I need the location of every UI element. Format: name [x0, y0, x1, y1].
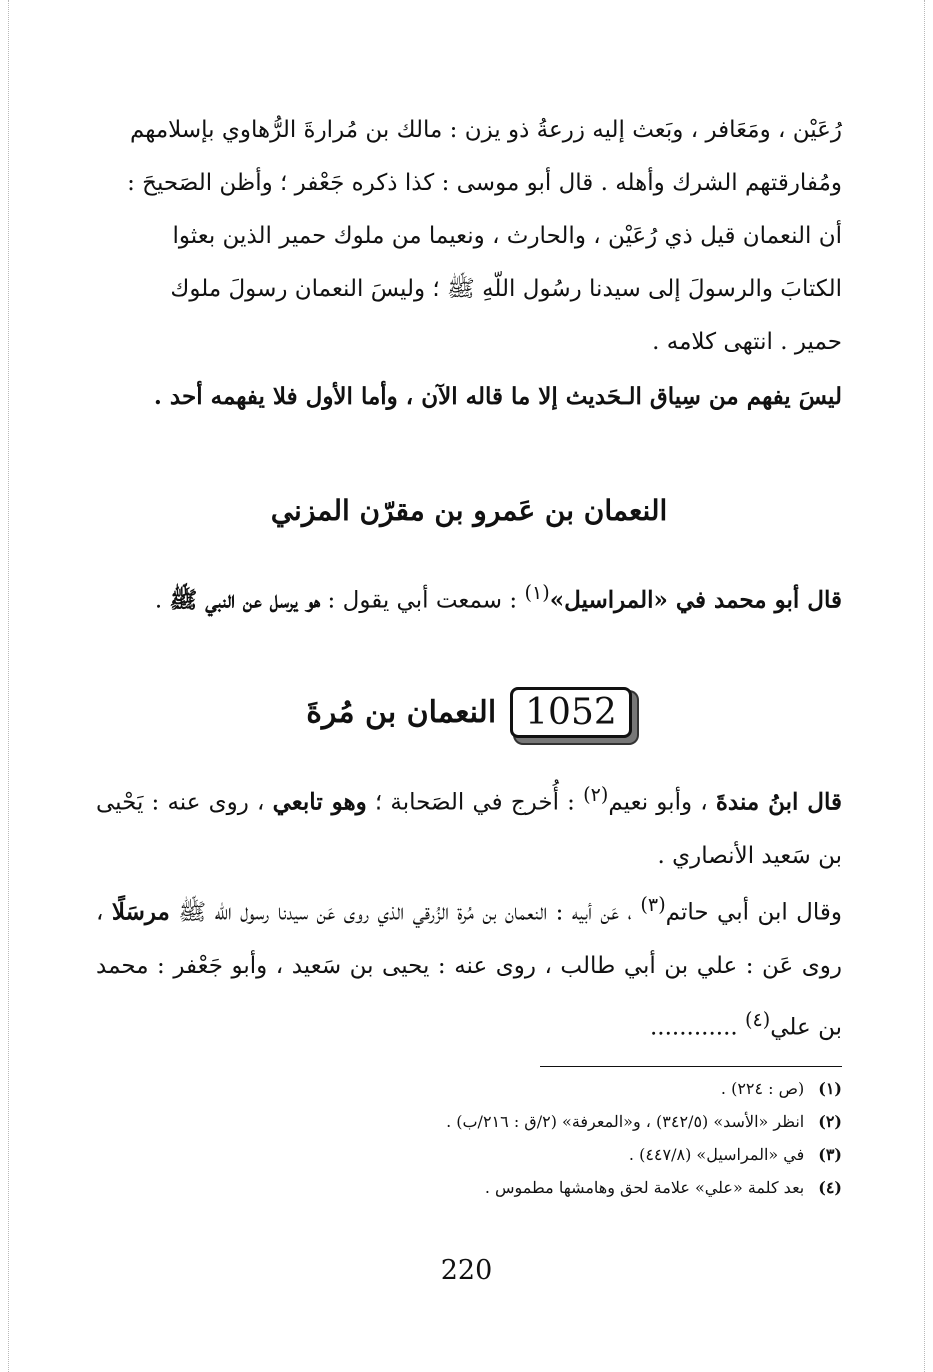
para-line: حمير . انتهى كلامه . [652, 329, 842, 355]
body-text: ............ [649, 1014, 745, 1041]
page-edge-left [8, 0, 9, 1372]
body-text: وقال ابن أبي حاتم [665, 899, 843, 926]
body-text: . [154, 587, 170, 614]
paragraph-2: ليسَ يفهم من سِياق الـحَديث إلا ما قاله الآن ، وأما الأول فلا يفهمه أحد . [153, 383, 842, 410]
footnote-ref: (١) [524, 581, 550, 604]
para-line: أن النعمان قيل ذي رُعَيْن ، والحارث ، ونعيما من ملوك حمير الذين بعثوا [172, 223, 842, 249]
entry-header [96, 676, 842, 748]
page-number: 220 [440, 1255, 493, 1286]
footnote-number: (٣) [818, 1145, 842, 1164]
footnote-number: (٤) [818, 1178, 842, 1197]
footnote-item [96, 1138, 842, 1171]
footnote-number: (٢) [818, 1112, 842, 1131]
footnote-number: (١) [818, 1079, 842, 1098]
body-text: ، روى عنه : يَحْيى بن سَعيد الأنصاري . [96, 789, 842, 869]
footnotes [96, 1072, 842, 1204]
paragraph-1 [96, 104, 842, 369]
bold-text: قال ابنُ مندةَ [715, 788, 842, 816]
body-text: : سمعت أبي يقول : [320, 587, 525, 614]
footnote-text: في «المراسيل» (٤٤٧/٨) . [628, 1145, 805, 1164]
footnote-text: انظر «الأسد» (٣٤٢/٥) ، و«المعرفة» (٢/ق : ٢١٦/ب) . [446, 1112, 805, 1131]
footnote-ref: (٣) [640, 893, 666, 916]
section2-paragraph [96, 768, 842, 883]
footnote-divider [540, 1066, 842, 1067]
footnote-text: بعد كلمة «علي» علامة لحق وهامشها مطموس . [484, 1178, 805, 1197]
footnote-item [96, 1171, 842, 1204]
para-line: الكتابَ والرسولَ إلى سيدنا رسُول اللّهِ ﷺ ؛ وليسَ النعمان رسولَ ملوك [170, 276, 842, 302]
body-text: ، عَن أبيه : النعمان بن مُرة الزُرقي الذي روى عَن سيدنا رسول اللّه ﷺ [169, 899, 641, 926]
entry-number-box: 1052 [510, 687, 632, 738]
bold-text: وهو تابعي [272, 788, 367, 816]
footnote-text: (ص : ٢٢٤) . [720, 1079, 805, 1098]
page-edge-right [924, 0, 925, 1372]
body-text: ، وأبو نعيم [608, 789, 716, 816]
section1-paragraph [96, 566, 842, 628]
bold-text: قال أبو محمد في «المراسيل» [549, 586, 842, 614]
section3-paragraph [96, 878, 842, 1054]
body-text: ، روى عَن : علي بن أبي طالب ، روى عنه : يحيى بن سَعيد ، وأبو جَعْفر : محمد بن علي [96, 899, 842, 1041]
body-text: : أُخرج في الصَحابة ؛ [366, 789, 584, 816]
footnote-ref: (٤) [745, 1007, 771, 1031]
footnote-item [96, 1105, 842, 1138]
footnote-ref: (٢) [583, 783, 609, 806]
section-heading: النعمان بن عَمرو بن مقرّن المزني [270, 494, 668, 527]
para-line: ومُفارقتهم الشرك وأهله . قال أبو موسى : كذا ذكره جَعْفر ؛ وأظن الصَحيحَ : [127, 170, 842, 196]
para-line: رُعَيْن ، ومَعَافر ، وبَعث إليه زرعةُ ذو يزن : مالك بن مُرارةَ الرُّهاوي بإسلامهم [129, 117, 842, 143]
bold-text: هو يرسل عن النبي ﷺ [169, 586, 321, 614]
entry-title: النعمان بن مُرةَ [306, 694, 497, 730]
footnote-item [96, 1072, 842, 1105]
bold-text: مرسَلًا [111, 898, 170, 926]
